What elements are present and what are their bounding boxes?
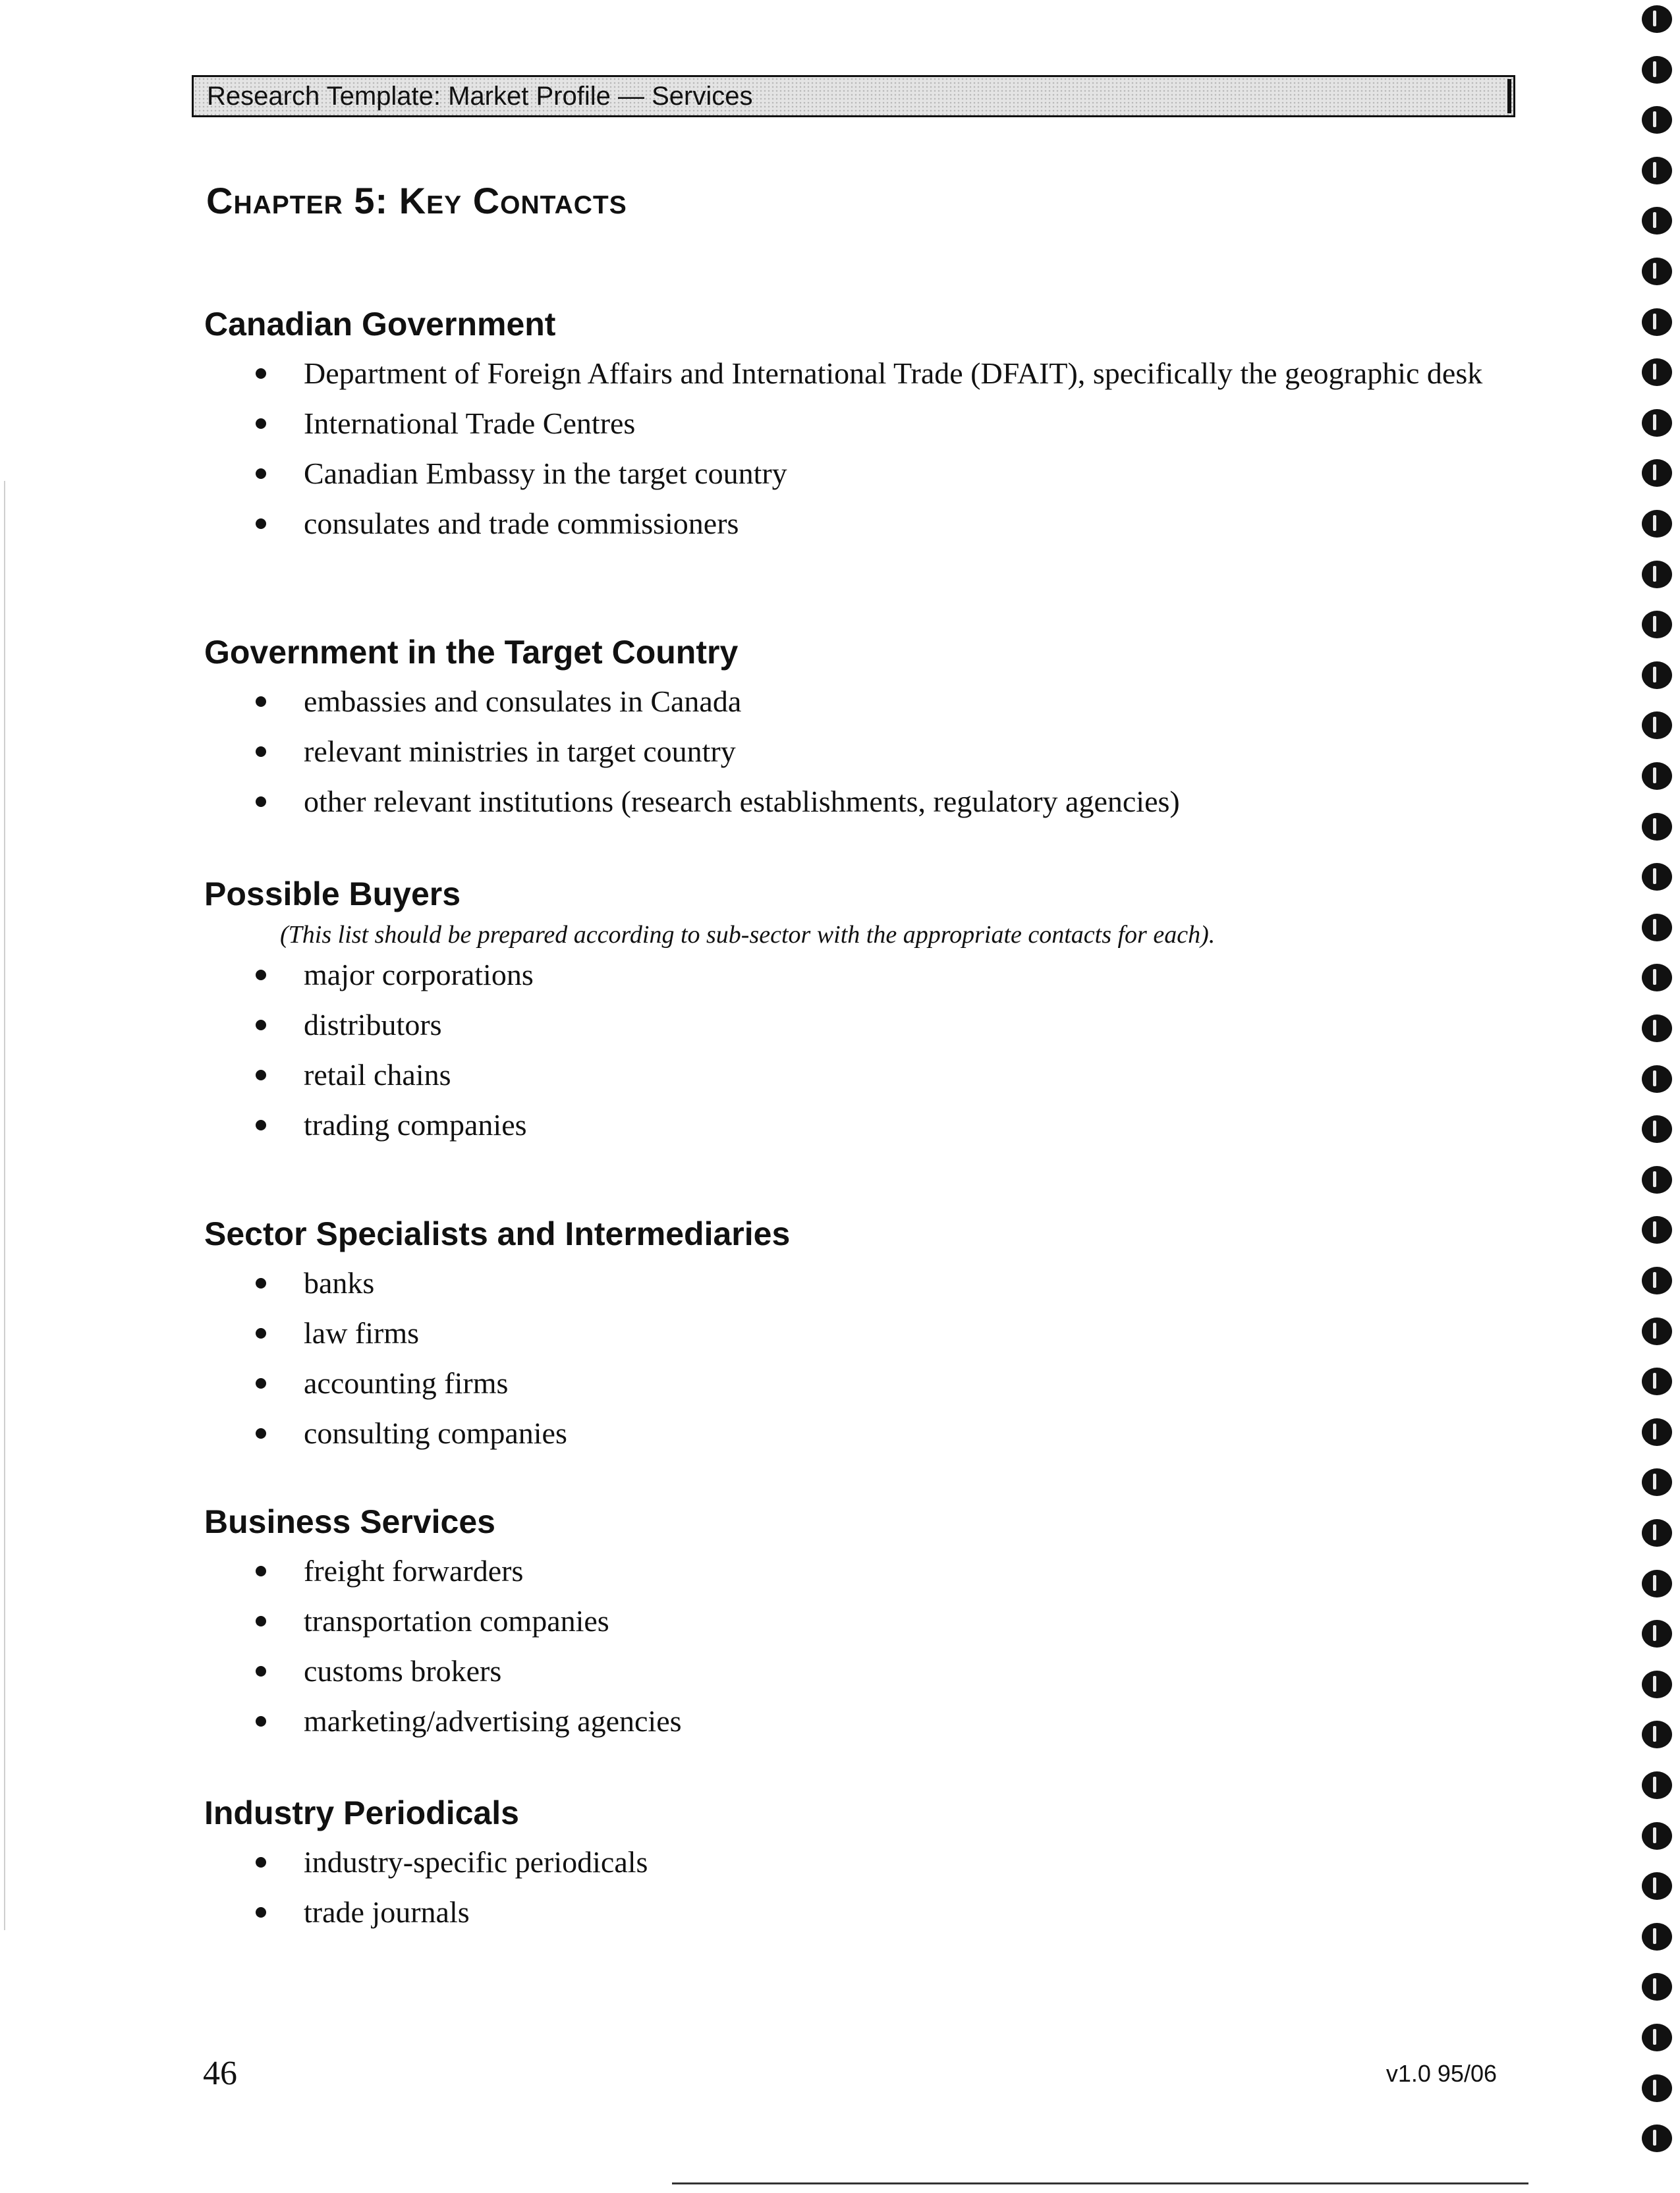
list-item <box>204 731 1489 772</box>
section-heading: Government in the Target Country <box>204 634 739 671</box>
bullet-icon <box>256 1378 266 1389</box>
list-item <box>204 503 1489 544</box>
binding-ring-icon <box>1642 964 1672 991</box>
binding-ring-icon <box>1642 308 1672 336</box>
list-item <box>204 353 1490 394</box>
binding-ring-icon <box>1642 561 1672 588</box>
binding-ring-icon <box>1642 1166 1672 1194</box>
binding-ring-icon <box>1642 1570 1672 1597</box>
binding-ring-icon <box>1642 1216 1672 1244</box>
binding-ring-icon <box>1642 1620 1672 1648</box>
binding-ring-icon <box>1642 1318 1672 1345</box>
binding-ring-icon <box>1642 762 1672 790</box>
bullet-list <box>204 955 1489 1146</box>
binding-ring-icon <box>1642 1973 1672 2001</box>
list-item-text: retail chains <box>304 1058 451 1092</box>
list-item-text: distributors <box>304 1008 442 1041</box>
bullet-icon <box>256 418 266 429</box>
binding-ring-icon <box>1642 863 1672 891</box>
list-item-text: Department of Foreign Affairs and International Trade (DFAIT), specifically the geographic desk <box>304 356 1483 390</box>
list-item <box>204 1551 1489 1592</box>
list-item-text: accounting firms <box>304 1366 509 1400</box>
list-item <box>204 1313 1489 1354</box>
list-item <box>204 1892 1489 1933</box>
binding-ring-icon <box>1642 5 1672 33</box>
binding-ring-icon <box>1642 711 1672 739</box>
binding-ring-icon <box>1642 914 1672 941</box>
section-government-target-country <box>204 632 1489 822</box>
bullet-icon <box>256 368 266 379</box>
bullet-icon <box>256 1566 266 1576</box>
bullet-icon <box>256 696 266 707</box>
list-item-text: consulting companies <box>304 1416 567 1450</box>
section-heading: Industry Periodicals <box>204 1794 519 1831</box>
binding-ring-icon <box>1642 1771 1672 1799</box>
bullet-icon <box>256 1020 266 1030</box>
bullet-icon <box>256 1857 266 1868</box>
binding-ring-icon <box>1642 661 1672 689</box>
binding-ring-icon <box>1642 258 1672 285</box>
list-item-text: freight forwarders <box>304 1554 524 1588</box>
bullet-icon <box>256 1428 266 1439</box>
list-item <box>204 1413 1489 1454</box>
section-heading: Canadian Government <box>204 306 556 343</box>
list-item-text: trade journals <box>304 1895 470 1929</box>
page-number: 46 <box>203 2055 237 2092</box>
binding-ring-icon <box>1642 1267 1672 1294</box>
bullet-list <box>204 1263 1489 1454</box>
section-heading: Sector Specialists and Intermediaries <box>204 1215 791 1252</box>
list-item-text: banks <box>304 1266 375 1300</box>
section-industry-periodicals <box>204 1793 1489 1933</box>
list-item-text: International Trade Centres <box>304 406 636 440</box>
binding-ring-icon <box>1642 2074 1672 2102</box>
binding-ring-icon <box>1642 1468 1672 1496</box>
binding-ring-icon <box>1642 1923 1672 1951</box>
binding-ring-icon <box>1642 1671 1672 1698</box>
list-item-text: major corporations <box>304 958 534 991</box>
section-note: (This list should be prepared according to sub-sector with the appropriate contacts for each). <box>280 921 1216 949</box>
list-item-text: law firms <box>304 1316 420 1350</box>
binding-ring-icon <box>1642 56 1672 84</box>
binding-ring-icon <box>1642 1368 1672 1395</box>
section-possible-buyers <box>204 874 1489 1146</box>
binding-ring-icon <box>1642 459 1672 487</box>
section-canadian-government <box>204 304 1489 544</box>
binding-ring-icon <box>1642 813 1672 841</box>
list-item <box>204 781 1489 822</box>
binding-ring-icon <box>1642 1418 1672 1446</box>
bullet-icon <box>256 1120 266 1130</box>
binding-ring-icon <box>1642 1519 1672 1547</box>
binding-ring-icon <box>1642 1822 1672 1850</box>
binding-ring-icon <box>1642 157 1672 184</box>
section-heading: Business Services <box>204 1503 495 1540</box>
bullet-list <box>204 1551 1489 1742</box>
list-item <box>204 955 1489 995</box>
binding-ring-icon <box>1642 1872 1672 1900</box>
list-item-text: marketing/advertising agencies <box>304 1704 682 1738</box>
binding-ring-icon <box>1642 358 1672 386</box>
bullet-icon <box>256 1907 266 1918</box>
bullet-icon <box>256 518 266 529</box>
section-heading: Possible Buyers <box>204 875 461 912</box>
bullet-icon <box>256 1328 266 1339</box>
bullet-icon <box>256 1070 266 1080</box>
binding-ring-icon <box>1642 1721 1672 1748</box>
list-item <box>204 1005 1489 1045</box>
list-item-text: transportation companies <box>304 1604 609 1638</box>
binding-ring-icon <box>1642 106 1672 134</box>
scan-margin-line <box>4 481 5 1930</box>
list-item <box>204 681 1489 722</box>
binding-ring-icon <box>1642 510 1672 538</box>
bullet-icon <box>256 796 266 807</box>
list-item <box>204 1363 1489 1404</box>
binding-ring-icon <box>1642 207 1672 235</box>
version-label: v1.0 95/06 <box>1386 2060 1497 2087</box>
spiral-binding <box>1639 0 1680 2193</box>
list-item-text: consulates and trade commissioners <box>304 507 739 540</box>
bullet-icon <box>256 970 266 980</box>
bullet-icon <box>256 1616 266 1626</box>
running-header-text: Research Template: Market Profile — Services <box>207 82 753 111</box>
bullet-list <box>204 353 1489 544</box>
list-item-text: other relevant institutions (research establishments, regulatory agencies) <box>304 785 1180 818</box>
list-item <box>204 1055 1489 1096</box>
section-sector-specialists <box>204 1214 1489 1454</box>
section-business-services <box>204 1502 1489 1742</box>
list-item <box>204 1651 1489 1692</box>
list-item <box>204 1601 1489 1642</box>
list-item <box>204 453 1489 494</box>
bullet-icon <box>256 746 266 757</box>
bullet-icon <box>256 1666 266 1677</box>
list-item-text: relevant ministries in target country <box>304 735 736 768</box>
list-item-text: industry-specific periodicals <box>304 1845 648 1879</box>
list-item <box>204 1701 1489 1742</box>
binding-ring-icon <box>1642 2124 1672 2152</box>
binding-ring-icon <box>1642 1115 1672 1143</box>
list-item-text: trading companies <box>304 1108 527 1142</box>
running-header <box>192 75 1515 117</box>
list-item-text: Canadian Embassy in the target country <box>304 457 787 490</box>
list-item-text: embassies and consulates in Canada <box>304 684 742 718</box>
binding-ring-icon <box>1642 2024 1672 2051</box>
list-item <box>204 403 1489 444</box>
bullet-list <box>204 681 1489 822</box>
list-item <box>204 1842 1489 1883</box>
binding-ring-icon <box>1642 409 1672 437</box>
binding-ring-icon <box>1642 611 1672 638</box>
list-item-text: customs brokers <box>304 1654 502 1688</box>
bullet-icon <box>256 468 266 479</box>
bullet-icon <box>256 1716 266 1727</box>
list-item <box>204 1105 1489 1146</box>
chapter-title: Chapter 5: Key Contacts <box>206 180 627 221</box>
binding-ring-icon <box>1642 1065 1672 1093</box>
bullet-list <box>204 1842 1489 1933</box>
list-item <box>204 1263 1489 1304</box>
bullet-icon <box>256 1278 266 1289</box>
binding-ring-icon <box>1642 1014 1672 1042</box>
bottom-rule <box>672 2182 1528 2184</box>
